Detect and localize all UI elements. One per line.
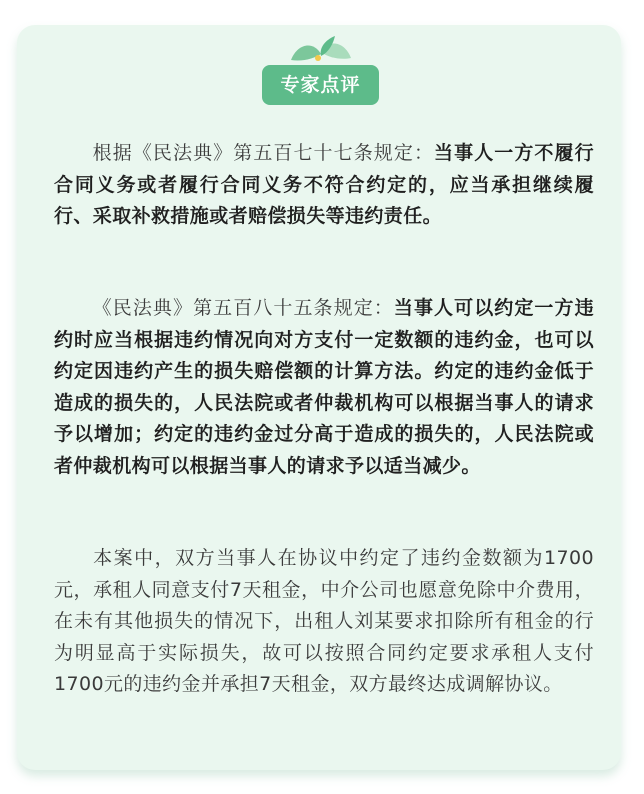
paragraph-body-text: 本案中，双方当事人在协议中约定了违约金数额为1700元，承租人同意支付7天租金，中介公司也愿意免除中介费用，在未有其他损失的情况下，出租人刘某要求扣除所有租金的行为明显高于实际损失，故可以按照合同约定要求承租人支付1700元的违约金并承担7天租金，双方最终达成调解协议。: [54, 547, 594, 695]
leaf-sprout-icon: [285, 34, 357, 64]
expert-comment-badge: 专家点评: [262, 65, 379, 105]
paragraph-civil-code-577: [54, 138, 594, 233]
paragraph-emphasis-text: 当事人可以约定一方违约时应当根据违约情况向对方支付一定数额的违约金，也可以约定因违约产生的损失赔偿额的计算方法。约定的违约金低于造成的损失的，人民法院或者仲裁机构可以根据当事人的请求予以增加；约定的违约金过分高于造成的损失的，人民法院或者仲裁机构可以根据当事人的请求予以适当减少。: [54, 297, 594, 477]
paragraph-lead-text: 《民法典》第五百八十五条规定：: [92, 297, 394, 319]
paragraph-lead-text: 根据《民法典》第五百七十七条规定：: [92, 142, 435, 164]
paragraph-civil-code-585: [54, 293, 594, 482]
paragraph-case-analysis: [54, 543, 594, 701]
paragraph-emphasis-text: 当事人一方不履行合同义务或者履行合同义务不符合约定的，应当承担继续履行、采取补救措施或者赔偿损失等违约责任。: [54, 142, 594, 227]
